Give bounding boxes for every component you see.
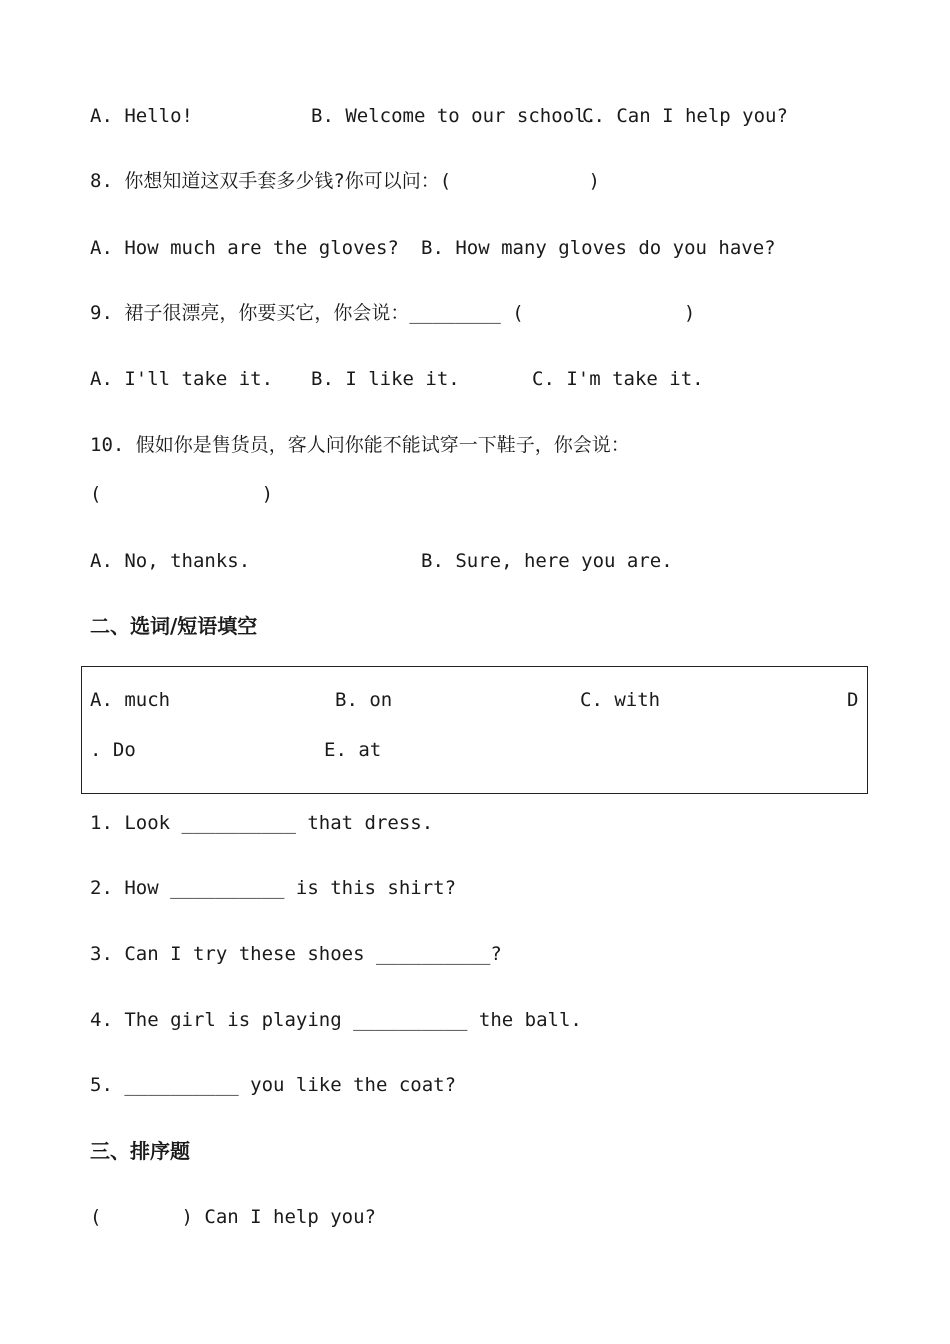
q10-stem: 10. 假如你是售货员，客人问你能不能试穿一下鞋子，你会说： — [90, 434, 630, 456]
section2-title: 二、选词/短语填空 — [90, 614, 258, 638]
ordering-item-1: ( ) Can I help you? — [90, 1206, 376, 1228]
word-bank-c: C. with — [580, 689, 661, 711]
q9-option-a: A. I'll take it. — [90, 368, 274, 390]
fill-item-4: 4. The girl is playing __________ the ball. — [90, 1009, 582, 1031]
word-bank-box — [81, 666, 868, 794]
q7-option-b: B. Welcome to our school. — [311, 105, 597, 127]
q10-option-a: A. No, thanks. — [90, 550, 251, 572]
q10-option-b: B. Sure, here you are. — [421, 550, 673, 572]
word-bank-d-letter: D — [847, 689, 859, 711]
word-bank-b: B. on — [335, 689, 393, 711]
section3-title: 三、排序题 — [90, 1139, 190, 1163]
q8-stem: 8. 你想知道这双手套多少钱?你可以问：( ) — [90, 170, 600, 192]
word-bank-d-word: . Do — [90, 739, 136, 761]
fill-item-1: 1. Look __________ that dress. — [90, 812, 434, 834]
q8-option-a: A. How much are the gloves? — [90, 237, 399, 259]
word-bank-e: E. at — [324, 739, 382, 761]
q10-answer-paren: ( ) — [90, 483, 274, 505]
q9-option-b: B. I like it. — [311, 368, 460, 390]
q7-option-a: A. Hello! — [90, 105, 193, 127]
fill-item-5: 5. __________ you like the coat? — [90, 1074, 457, 1096]
fill-item-3: 3. Can I try these shoes __________? — [90, 943, 502, 965]
q8-option-b: B. How many gloves do you have? — [421, 237, 776, 259]
fill-item-2: 2. How __________ is this shirt? — [90, 877, 457, 899]
word-bank-a: A. much — [90, 689, 171, 711]
q9-stem: 9. 裙子很漂亮，你要买它，你会说：________ ( ) — [90, 302, 696, 324]
q9-option-c: C. I'm take it. — [532, 368, 704, 390]
q7-option-c: C. Can I help you? — [582, 105, 788, 127]
